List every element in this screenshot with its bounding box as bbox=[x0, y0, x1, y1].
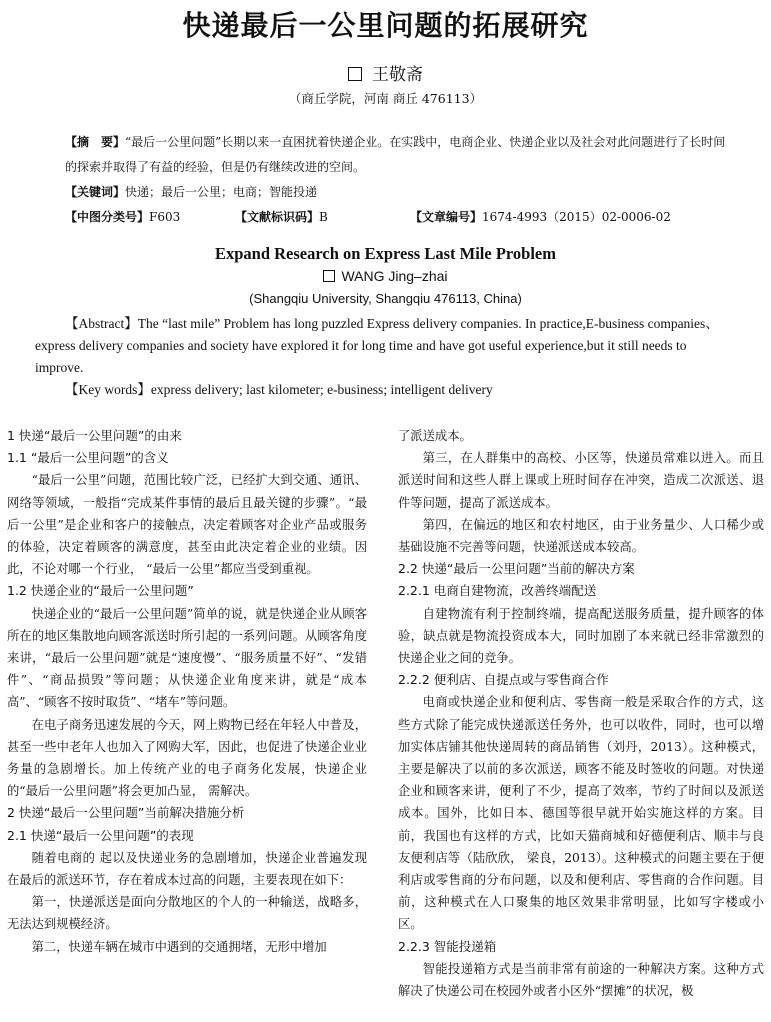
section-heading: 1 快递“最后一公里问题”的由来 bbox=[7, 428, 182, 443]
doc-code-value: B bbox=[319, 210, 328, 224]
paragraph: 第二，快递车辆在城市中遇到的交通拥堵，无形中增加 bbox=[31, 939, 327, 954]
paragraph: “最后一公里”问题，范围比较广泛，已经扩大到交通、通讯、网络等领域，一般指“完成某件事情的最后且最关键的步骤”。“最后一公里”是企业和客户的接触点，决定着顾客对企业产品或服务的体验，决定着顾客的满意度，甚至由此决定着企业的业绩。因此，不论对哪一个行业， “最后一公里”都应当受到重视。 bbox=[7, 473, 367, 577]
en-title: Expand Research on Express Last Mile Problem bbox=[214, 244, 556, 263]
en-abstract bbox=[35, 313, 735, 379]
box-icon bbox=[348, 67, 362, 81]
en-abstract-text: The “last mile” Problem has long puzzled Express delivery companies. In practice,E-business companies、express delivery companies and society have explored it for long time and have got useful experience,but it still needs to improve. bbox=[35, 316, 719, 375]
doc-code bbox=[235, 205, 410, 230]
subsubsection-heading: 2.2.2 便利店、自提点或与零售商合作 bbox=[398, 672, 609, 688]
keywords-text: 快递；最后一公里；电商；智能投递 bbox=[125, 185, 318, 199]
subsubsection-heading: 2.2.1 电商自建物流，改善终端配送 bbox=[398, 583, 597, 599]
paragraph: 智能投递箱方式是当前非常有前途的一种解决方案。这种方式解决了快递公司在校园外或者小区外“摆摊”的状况，极 bbox=[398, 961, 764, 999]
paragraph: 随着电商的 起以及快递业务的急剧增加，快递企业普遍发现在最后的派送环节，存在着成本过高的问题，主要表现在如下： bbox=[7, 850, 367, 888]
right-column bbox=[398, 425, 764, 1002]
keywords-label: 【关键词】 bbox=[65, 185, 126, 199]
clc-label: 【中图分类号】 bbox=[65, 210, 150, 224]
en-abstract-block bbox=[35, 313, 735, 401]
clc-value: F603 bbox=[149, 210, 181, 224]
paper-title: 快递最后一公里问题的拓展研究 bbox=[182, 9, 589, 42]
en-author: WANG Jing–zhai bbox=[341, 268, 448, 284]
en-keywords-label: 【Key words】 bbox=[65, 382, 151, 397]
classification-row bbox=[35, 205, 735, 230]
en-keywords bbox=[35, 379, 735, 401]
article-no-value: 1674-4993（2015）02-0006-02 bbox=[482, 210, 671, 224]
en-author-line bbox=[0, 268, 771, 284]
section-heading: 2 快递“最后一公里问题”当前解决措施分析 bbox=[7, 805, 245, 821]
subsection-heading: 1.2 快递企业的“最后一公里问题” bbox=[7, 583, 194, 599]
paragraph: 第三，在人群集中的高校、小区等，快递员常难以进入。而且派送时间和这些人群上课或上班时间存在冲突，造成二次派送、退件等问题，提高了派送成本。 bbox=[398, 451, 764, 510]
subsection-heading: 1.1 “最后一公里问题”的含义 bbox=[7, 450, 169, 466]
author-name: 王敬斋 bbox=[372, 65, 423, 85]
keywords bbox=[35, 180, 735, 205]
doc-code-label: 【文献标识码】 bbox=[235, 210, 320, 224]
abstract-text: “最后一公里问题”长期以来一直困扰着快递企业。在实践中，电商企业、快递企业以及社会对此问题进行了长时间的探索并取得了有益的经验，但是仍有继续改进的空间。 bbox=[65, 135, 726, 174]
clc bbox=[65, 205, 235, 230]
paragraph: 第一，快递派送是面向分散地区的个人的一种输送，战略多，无法达到规模经济。 bbox=[7, 895, 367, 932]
paragraph: 第四，在偏远的地区和农村地区，由于业务量少、人口稀少或基础设施不完善等问题，快递派送成本较高。 bbox=[398, 517, 764, 555]
subsubsection-heading: 2.2.3 智能投递箱 bbox=[398, 938, 497, 954]
abstract bbox=[35, 130, 735, 180]
subsection-heading: 2.2 快递“最后一公里问题”当前的解决方案 bbox=[398, 561, 635, 577]
paragraph: 了派送成本。 bbox=[398, 429, 472, 443]
abstract-block bbox=[35, 130, 735, 230]
en-affiliation: (Shangqiu University, Shangqiu 476113, China) bbox=[249, 291, 522, 306]
paragraph: 自建物流有利于控制终端，提高配送服务质量，提升顾客的体验，缺点就是物流投资成本大，同时加剧了本来就已经非常激烈的快递企业之间的竞争。 bbox=[398, 606, 764, 666]
paragraph: 在电子商务迅速发展的今天，网上购物已经在年轻人中普及，甚至一些中老年人也加入了网购大军，因此，也促进了快递企业业务量的急剧增长。加上传统产业的电子商务化发展，快递企业的“最后一公里问题”将会更加凸显， 需解决。 bbox=[7, 717, 367, 799]
article-no bbox=[410, 205, 671, 230]
abstract-label: 【摘 要】 bbox=[65, 135, 126, 149]
author-line bbox=[0, 60, 771, 85]
paragraph: 电商或快递企业和便利店、零售商一般是采取合作的方式，这些方式除了能完成快递派送任务外，也可以收件，同时，也可以增加实体店铺其他快递周转的商品销售（刘丹，2013）。这种模式，主要是解决了以前的多次派送，顾客不能及时签收的问题。对快递企业和顾客来讲，便利了不少，提高了效率，节约了时间以及派送成本。国外，比如日本、德国等很早就开始实施这样的方案。目前，我国也有这样的方式，比如天猫商城和好德便利店、顺丰与良友便利店等（陆欣欣， 梁良，2013）。这种模式的问题主要在于便利店或零售商的分布问题，以及和便利店、零售商的合作问题。目前，这种模式在人口聚集的地区效果非常明显，比如写字楼或小区。 bbox=[398, 695, 764, 932]
subsection-heading: 2.1 快递“最后一公里问题”的表现 bbox=[7, 827, 194, 843]
article-no-label: 【文章编号】 bbox=[410, 210, 483, 224]
left-column bbox=[7, 425, 367, 958]
en-abstract-label: 【Abstract】 bbox=[65, 316, 138, 331]
paragraph: 快递企业的“最后一公里问题”简单的说，就是快递企业从顾客所在的地区集散地向顾客派送时所引起的一系列问题。从顾客角度来讲，“最后一公里问题”就是“速度慢”、“服务质量不好”、“发错件”、“商品损毁”等问题；从快递企业角度来讲，就是“成本高”、“顾客不按时取货”、“堵车”等问题。 bbox=[7, 606, 367, 710]
box-icon bbox=[323, 270, 335, 282]
en-keywords-text: express delivery; last kilometer; e-business; intelligent delivery bbox=[150, 382, 493, 397]
affiliation: （商丘学院，河南 商丘 476113） bbox=[288, 91, 483, 106]
